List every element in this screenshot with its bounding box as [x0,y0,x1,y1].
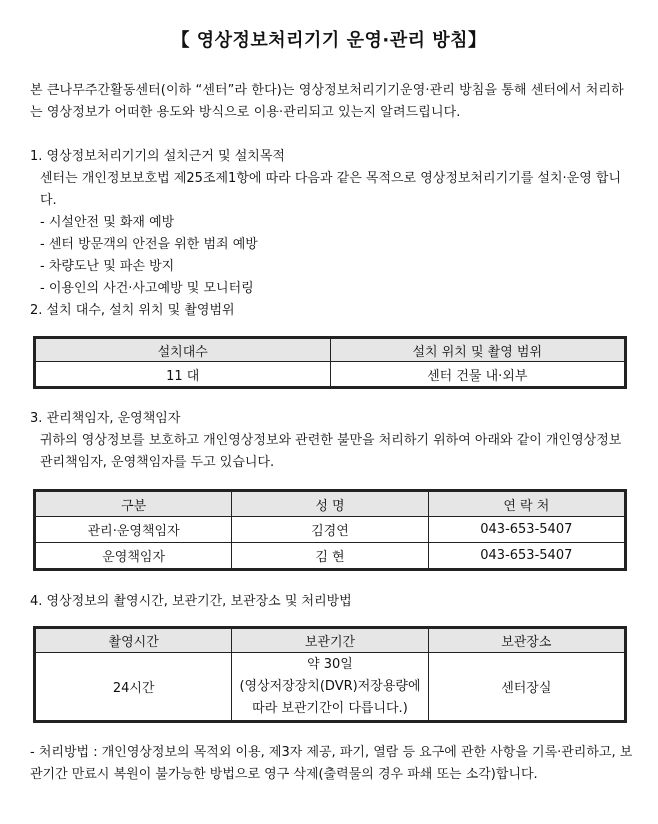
section-1-heading: 1. 영상정보처리기기의 설치근거 및 설치목적 [30,149,285,164]
installation-location-cell: 센터 건물 내·외부 [330,362,625,387]
manager-role-cell: 운영책임자 [36,543,232,569]
capture-time-cell: 24시간 [36,653,232,721]
section-4 [30,591,635,613]
section-1-item: - 이용인의 사건·사고예방 및 모니터링 [40,281,254,296]
page-title: 【 영상정보처리기기 운영·관리 방침】 [171,30,487,51]
section-3-body: 귀하의 영상정보를 보호하고 개인영상정보와 관련한 불만을 처리하기 위하여 아래와 같이 개인영상정보 관리책임자, 운영책임자를 두고 있습니다. [40,433,622,470]
section-3 [30,408,635,474]
section-1-body: 센터는 개인정보보호법 제25조제1항에 따라 다음과 같은 목적으로 영상정보처리기기를 설치·운영 합니다. [40,171,622,208]
storage-location-header: 보관장소 [428,629,624,653]
manager-table [33,489,627,571]
manager-contact-header: 연 락 처 [428,492,624,517]
storage-location-cell: 센터장실 [428,653,624,721]
capture-time-header: 촬영시간 [36,629,232,653]
manager-contact-cell: 043-653-5407 [428,543,624,569]
manager-role-cell: 관리·운영책임자 [36,517,232,543]
manager-contact-cell: 043-653-5407 [428,517,624,543]
processing-method-note: - 처리방법 : 개인영상정보의 목적외 이용, 제3자 제공, 파기, 열람 등 요구에 관한 사항을 기록·관리하고, 보관기간 만료시 복원이 불가능한 방법으로 영구 삭제(출력물의 경우 파쇄 또는 소각)합니다. [30,745,633,782]
section-1-item: - 시설안전 및 화재 예방 [40,215,175,230]
retention-period-header: 보관기간 [232,629,428,653]
installation-count-header: 설치대수 [36,339,331,362]
manager-name-header: 성 명 [232,492,428,517]
section-1 [30,146,635,322]
intro-paragraph: 본 큰나무주간활동센터(이하 “센터”라 한다)는 영상정보처리기기운영·관리 방침을 통해 센터에서 처리하는 영상정보가 어떠한 용도와 방식으로 이용·관리되고 있는지 알려드립니다. [30,83,624,120]
manager-name-cell: 김 현 [232,543,428,569]
section-3-heading: 3. 관리책임자, 운영책임자 [30,411,181,426]
section-2-heading: 2. 설치 대수, 설치 위치 및 촬영범위 [30,303,235,318]
manager-role-header: 구분 [36,492,232,517]
section-1-item: - 차량도난 및 파손 방지 [40,259,175,274]
section-1-item: - 센터 방문객의 안전을 위한 범죄 예방 [40,237,258,252]
retention-table [33,626,627,723]
retention-period-cell: 약 30일 (영상저장장치(DVR)저장용량에 따라 보관기간이 다릅니다.) [232,653,428,721]
installation-location-header: 설치 위치 및 촬영 범위 [330,339,625,362]
section-4-heading: 4. 영상정보의 촬영시간, 보관기간, 보관장소 및 처리방법 [30,594,352,609]
installation-count-cell: 11 대 [36,362,331,387]
manager-name-cell: 김경연 [232,517,428,543]
installation-table [33,336,627,389]
